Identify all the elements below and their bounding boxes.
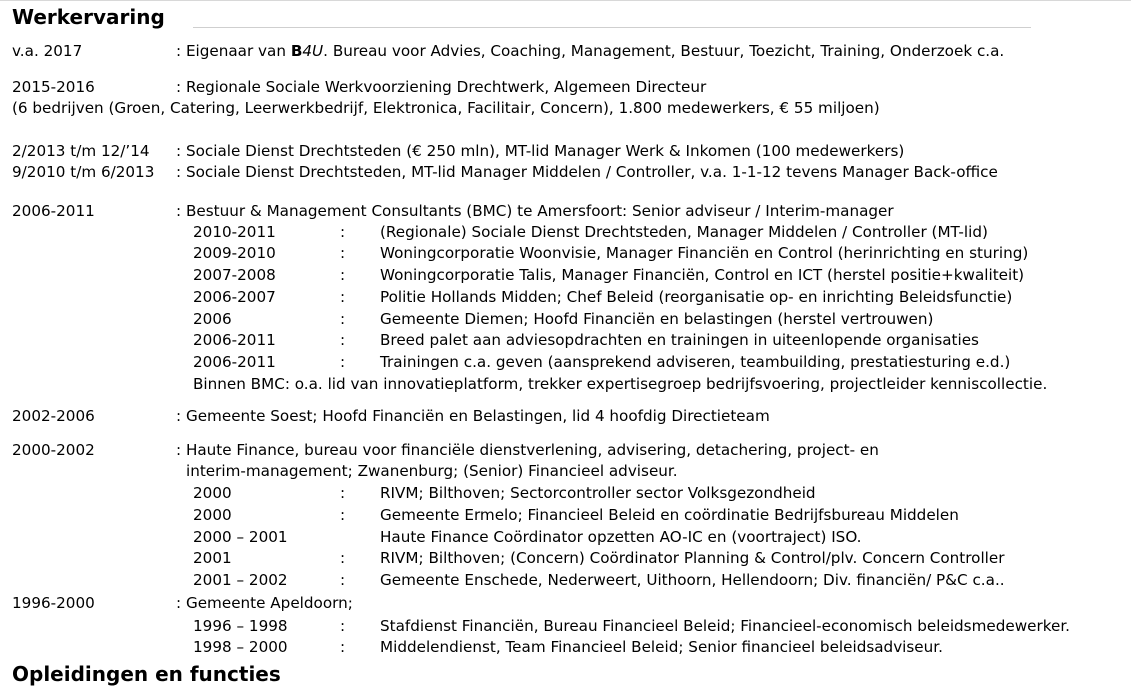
sub-colon: : <box>340 223 346 241</box>
sub-colon: : <box>340 266 346 284</box>
sub-date: 2009-2010 <box>193 244 276 262</box>
sub-text: Woningcorporatie Woonvisie, Manager Financiën en Control (herinrichting en sturing) <box>380 244 1029 262</box>
sub-colon: : <box>340 617 346 635</box>
sub-date: 2006-2007 <box>193 288 276 306</box>
entry-date: 2000-2002 <box>12 441 95 459</box>
sub-date: 2000 <box>193 506 232 524</box>
sub-colon: : <box>340 571 346 589</box>
entry-text: : Gemeente Soest; Hoofd Financiën en Belastingen, lid 4 hoofdig Directieteam <box>176 407 770 425</box>
sub-text: Middelendienst, Team Financieel Beleid; Senior financieel beleidsadviseur. <box>380 638 943 656</box>
entry-date: 2/2013 t/m 12/’14 <box>12 142 150 160</box>
sub-date: 2000 – 2001 <box>193 528 288 546</box>
sub-text: Trainingen c.a. geven (aansprekend adviseren, teambuilding, prestatiesturing e.d.) <box>380 353 1011 371</box>
sub-text: Stafdienst Financiën, Bureau Financieel Beleid; Financieel-economisch beleidsmedewerker. <box>380 617 1071 635</box>
sub-colon: : <box>340 288 346 306</box>
sub-colon: : <box>340 310 346 328</box>
sub-date: 1998 – 2000 <box>193 638 288 656</box>
entry-date: 9/2010 t/m 6/2013 <box>12 163 155 181</box>
sub-text: (Regionale) Sociale Dienst Drechtsteden, Manager Middelen / Controller (MT-lid) <box>380 223 988 241</box>
entry-continuation: interim-management; Zwanenburg; (Senior) Financieel adviseur. <box>186 462 678 480</box>
sub-text: Haute Finance Coördinator opzetten AO-IC en (voortraject) ISO. <box>380 528 862 546</box>
entry-text: : Bestuur & Management Consultants (BMC) te Amersfoort: Senior adviseur / Interim-manager <box>176 202 894 220</box>
brand-b: B <box>290 42 303 60</box>
entry-date: 2002-2006 <box>12 407 95 425</box>
sub-text: Breed palet aan adviesopdrachten en trainingen in uiteenlopende organisaties <box>380 331 979 349</box>
note-text: Binnen BMC: o.a. lid van innovatieplatform, trekker expertisegroep bedrijfsvoering, projectleider kenniscollectie. <box>193 375 1048 393</box>
entry-date: 1996-2000 <box>12 594 95 612</box>
sub-date: 2001 – 2002 <box>193 571 288 589</box>
entry-text: : Haute Finance, bureau voor financiële dienstverlening, advisering, detachering, project- en <box>176 441 879 459</box>
sub-colon: : <box>340 331 346 349</box>
sub-date: 2006 <box>193 310 232 328</box>
sub-date: 2006-2011 <box>193 353 276 371</box>
sub-colon: : <box>340 638 346 656</box>
entry-date: 2015-2016 <box>12 78 95 96</box>
brand-4u: 4U <box>302 42 324 60</box>
top-border <box>0 0 1131 1</box>
sub-text: Woningcorporatie Talis, Manager Financiën, Control en ICT (herstel positie+kwaliteit) <box>380 266 1025 284</box>
sub-date: 2007-2008 <box>193 266 276 284</box>
sub-text: Gemeente Enschede, Nederweert, Uithoorn, Hellendoorn; Div. financiën/ P&C c.a.. <box>380 571 1005 589</box>
sub-text: RIVM; Bilthoven; Sectorcontroller sector Volksgezondheid <box>380 484 816 502</box>
entry-text: : Gemeente Apeldoorn; <box>176 594 353 612</box>
sub-date: 2001 <box>193 549 232 567</box>
sub-text: Politie Hollands Midden; Chef Beleid (reorganisatie op- en inrichting Beleidsfunctie) <box>380 288 1013 306</box>
sub-colon: : <box>340 506 346 524</box>
sub-date: 2006-2011 <box>193 331 276 349</box>
sub-date: 2000 <box>193 484 232 502</box>
entry-text: : Sociale Dienst Drechtsteden (€ 250 mln), MT-lid Manager Werk & Inkomen (100 medewerkers) <box>176 142 905 160</box>
entry-text: : Regionale Sociale Werkvoorziening Drechtwerk, Algemeen Directeur <box>176 78 707 96</box>
sub-colon: : <box>340 549 346 567</box>
next-section-title: Opleidingen en functies <box>12 662 281 686</box>
sub-date: 1996 – 1998 <box>193 617 288 635</box>
sub-colon: : <box>340 484 346 502</box>
sub-colon: : <box>340 353 346 371</box>
entry-date: 2006-2011 <box>12 202 95 220</box>
entry-continuation: (6 bedrijven (Groen, Catering, Leerwerkbedrijf, Elektronica, Facilitair, Concern), 1.800 medewerkers, € 55 miljoen) <box>12 99 880 117</box>
sub-text: RIVM; Bilthoven; (Concern) Coördinator Planning & Control/plv. Concern Controller <box>380 549 1005 567</box>
sub-date: 2010-2011 <box>193 223 276 241</box>
sub-text: Gemeente Ermelo; Financieel Beleid en coördinatie Bedrijfsbureau Middelen <box>380 506 959 524</box>
entry-date: v.a. 2017 <box>12 42 83 60</box>
entry-text: : Eigenaar van B4U. Bureau voor Advies, Coaching, Management, Bestuur, Toezicht, Training, Onderzoek c.a. <box>176 42 1005 60</box>
entry-text: : Sociale Dienst Drechtsteden, MT-lid Manager Middelen / Controller, v.a. 1-1-12 tevens Manager Back-office <box>176 163 998 181</box>
sub-text: Gemeente Diemen; Hoofd Financiën en belastingen (herstel vertrouwen) <box>380 310 934 328</box>
sub-colon: : <box>340 244 346 262</box>
section-title: Werkervaring <box>12 5 165 29</box>
section-rule <box>193 27 1031 28</box>
